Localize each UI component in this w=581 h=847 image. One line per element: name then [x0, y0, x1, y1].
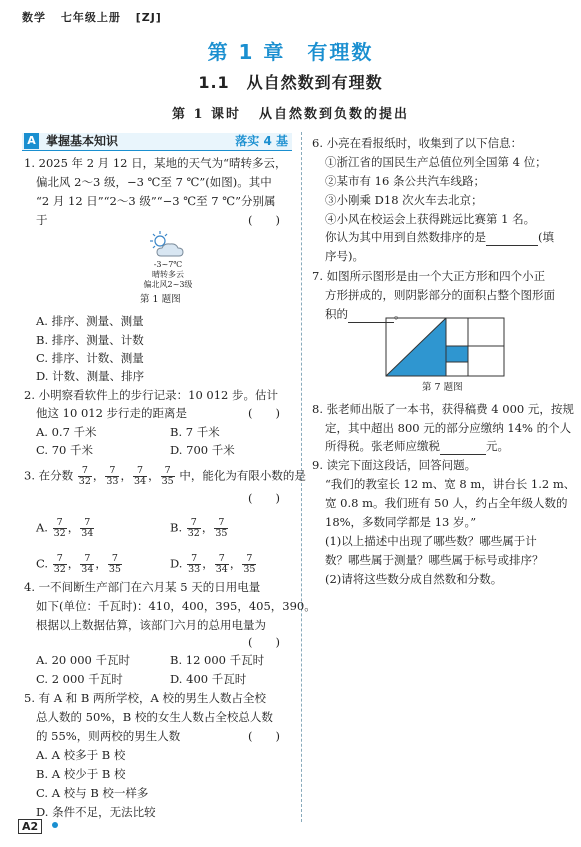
weather-temp: -3~7℃	[153, 260, 183, 269]
q4-option-d: D. 400 千瓦时	[170, 672, 247, 686]
q8-line3: 所得税。张老师应缴税 元。	[325, 439, 509, 453]
q1-line2: 偏北风 2～3 级，−3 ℃至 7 ℃”(如图)。其中	[36, 175, 272, 189]
banner-right: 落实 4 基	[235, 134, 288, 148]
q2-option-d: D. 700 千米	[170, 443, 235, 457]
q9-line1: 9. 读完下面这段话，回答问题。	[312, 458, 477, 472]
q2-line2: 他这 10 012 步行走的距离是	[36, 406, 188, 420]
banner-badge: A	[24, 133, 39, 149]
q9-line7: (2)请将这些数分成自然数和分数。	[325, 572, 503, 586]
fraction-7-35: $\frac{7}{35}$	[161, 465, 174, 487]
q1-line1: 1. 2025 年 2 月 12 日，某地的天气为“晴转多云，	[24, 156, 287, 170]
lesson-name: 从自然数到负数的提出	[259, 107, 410, 122]
q1-figure-caption: 第 1 题图	[140, 294, 181, 305]
q8-answer-blank[interactable]	[440, 438, 486, 455]
partly-cloudy-icon	[147, 230, 189, 260]
squares-figure	[384, 316, 506, 378]
q1-option-b: B. 排序、测量、计数	[36, 333, 144, 347]
q7-line3: 积的 。	[325, 307, 406, 321]
q3-option-b: B. $\frac{7}{32}$ ， $\frac{7}{35}$	[170, 517, 228, 539]
q2-option-c: C. 70 千米	[36, 443, 93, 457]
q3-suffix: 中，能化为有限小数的是	[179, 468, 306, 483]
q6-item4: ④小风在校运会上获得跳远比赛第 1 名。	[325, 212, 536, 226]
lesson-number: 第 1 课时	[171, 107, 242, 122]
q1-answer-paren: ( )	[248, 213, 280, 227]
q5-line2: 总人数的 50%，B 校的女生人数占全校总人数	[36, 710, 273, 724]
q8-line2: 定，其中超出 800 元的部分应缴纳 14% 的个人	[325, 421, 572, 435]
q5-option-a: A. A 校多于 B 校	[36, 748, 126, 762]
q3-answer-paren: ( )	[248, 491, 280, 505]
q4-option-b: B. 12 000 千瓦时	[170, 653, 265, 667]
q5-line1: 5. 有 A 和 B 两所学校，A 校的男生人数占全校	[24, 691, 266, 705]
q9-line2: “我们的教室长 12 m、宽 8 m，讲台长 1.2 m、	[325, 477, 576, 491]
q2-option-a: A. 0.7 千米	[36, 425, 97, 439]
q3-prefix: 3. 在分数	[24, 468, 74, 483]
q6-item1: ①浙江省的国民生产总值位列全国第 4 位；	[325, 155, 547, 169]
weather-condition: 晴转多云	[152, 270, 184, 279]
q9-line4: 18%，多数同学都是 13 岁。”	[325, 515, 477, 529]
q3-option-a: A. $\frac{7}{32}$ ， $\frac{7}{34}$	[36, 517, 94, 539]
page-number: A2	[18, 819, 42, 834]
fraction-7-34: $\frac{7}{34}$	[133, 465, 147, 487]
q7-figure-caption: 第 7 题图	[422, 382, 463, 393]
footer-dot	[52, 822, 58, 828]
q6-item2: ②某市有 16 条公共汽车线路；	[325, 174, 485, 188]
q1-option-c: C. 排序、计数、测量	[36, 351, 144, 365]
q5-answer-paren: ( )	[248, 729, 280, 743]
q3-option-c: C. $\frac{7}{32}$ ， $\frac{7}{34}$ ， $\frac{7}{35}$	[36, 553, 121, 575]
q4-option-c: C. 2 000 千瓦时	[36, 672, 123, 686]
q4-answer-paren: ( )	[248, 635, 280, 649]
q5-option-c: C. A 校与 B 校一样多	[36, 786, 149, 800]
fraction-7-33: $\frac{7}{33}$	[106, 465, 119, 487]
q7-line2: 方形拼成的，则阴影部分的面积占整个图形面	[325, 288, 555, 302]
section-title: 1.1 从自然数到有理数	[198, 73, 383, 92]
q7-line1: 7. 如图所示图形是由一个大正方形和四个小正	[312, 269, 546, 283]
q6-item3: ③小刚乘 D18 次火车去北京；	[325, 193, 483, 207]
q6-line6: 你认为其中用到自然数排序的是 (填	[325, 230, 554, 244]
q4-line1: 4. 一不间断生产部门在六月某 5 天的日用电量	[24, 580, 261, 594]
q8-line1: 8. 张老师出版了一本书，获得稿费 4 000 元，按规	[312, 402, 574, 416]
q3-option-d: D. $\frac{7}{33}$ ， $\frac{7}{34}$ ， $\frac{7}{35}$	[170, 553, 256, 575]
lesson-title	[0, 103, 581, 122]
q5-option-b: B. A 校少于 B 校	[36, 767, 126, 781]
banner-title: 掌握基本知识	[46, 134, 119, 148]
q6-line7: 序号)。	[325, 249, 364, 263]
q5-line3: 的 55%，则两校的男生人数	[36, 729, 181, 743]
q4-line3: 根据以上数据估算，该部门六月的总用电量为	[36, 618, 266, 632]
fraction-7-32: $\frac{7}{32}$	[78, 465, 91, 487]
q1-line4: 于	[36, 213, 48, 227]
q9-line3: 宽 0.8 m。我们班有 50 人，约占全年级人数的	[325, 496, 568, 510]
q5-option-d: D. 条件不足，无法比较	[36, 805, 156, 819]
q1-option-a: A. 排序、测量、测量	[36, 314, 144, 328]
chapter-title: 第 1 章 有理数	[207, 40, 374, 64]
q6-answer-blank[interactable]	[486, 229, 538, 246]
q6-line1: 6. 小亮在看报纸时，收集到了以下信息：	[312, 136, 523, 150]
header-subject: 数学	[22, 11, 46, 24]
q9-line6: 数？哪些属于测量？哪些属于标号或排序？	[325, 553, 544, 567]
q1-line3: “2 月 12 日”“2～3 级”“−3 ℃至 7 ℃”分别属	[36, 194, 276, 208]
weather-wind: 偏北风2~3级	[143, 280, 193, 289]
q2-line1: 2. 小明察看软件上的步行记录：10 012 步。估计	[24, 388, 279, 402]
q4-option-a: A. 20 000 千瓦时	[36, 653, 131, 667]
book-header	[22, 9, 172, 25]
header-grade: 七年级上册	[60, 11, 121, 24]
q2-option-b: B. 7 千米	[170, 425, 220, 439]
q3-line1: 3. 在分数 $\frac{7}{32}$ ， $\frac{7}{33}$ ， $\frac{7}{34}$ ， $\frac{7}{35}$ 中，能化为有限小数的是	[24, 465, 306, 487]
q2-answer-paren: ( )	[248, 406, 280, 420]
q9-line5: (1)以上描述中出现了哪些数？哪些属于计	[325, 534, 537, 548]
q4-line2: 如下(单位：千瓦时)：410，400，395，405，390。	[36, 599, 316, 613]
header-edition: [ZJ]	[135, 11, 162, 24]
q1-option-d: D. 计数、测量、排序	[36, 369, 145, 383]
section-banner	[22, 133, 292, 151]
weather-text	[138, 260, 198, 290]
